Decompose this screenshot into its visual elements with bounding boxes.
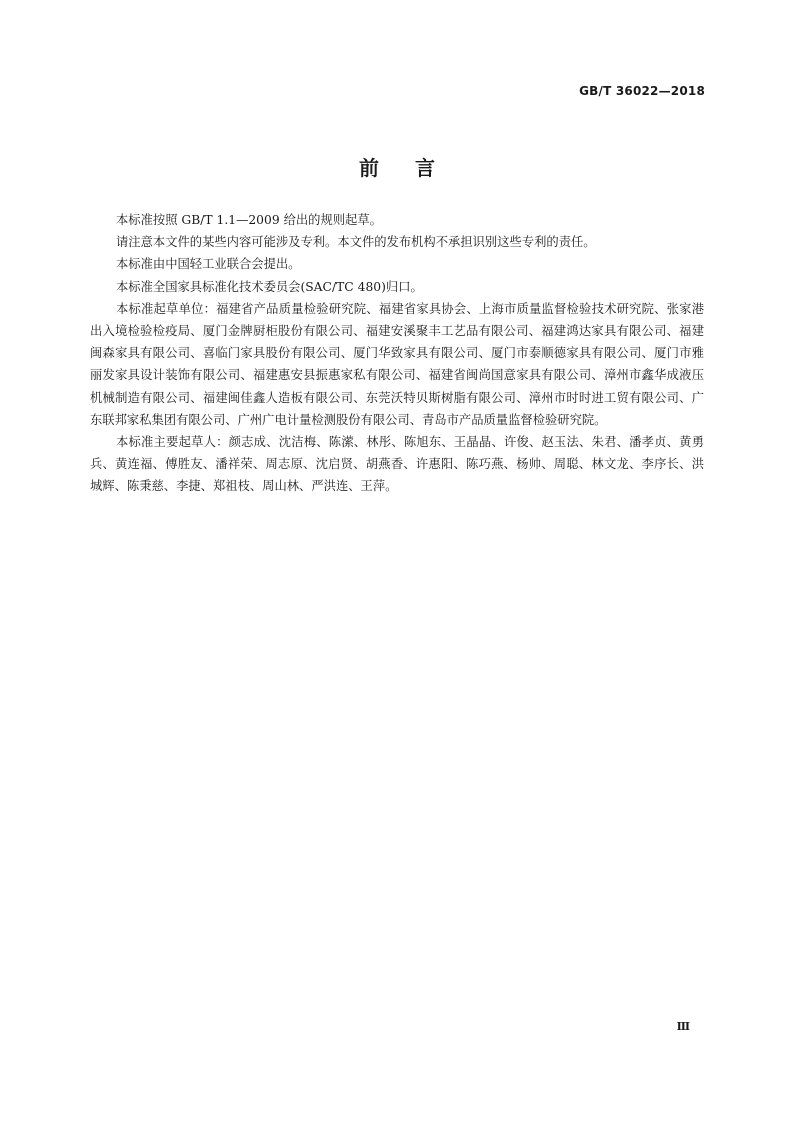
page-title: 前言 [359,156,471,180]
paragraph-patent-notice: 请注意本文件的某些内容可能涉及专利。本文件的发布机构不承担识别这些专利的责任。 [116,235,596,250]
standard-code: GB/T 36022—2018 [579,84,705,98]
page-number: Ⅲ [676,1020,690,1033]
paragraph-proposer: 本标准由中国轻工业联合会提出。 [116,257,301,272]
preface-body [90,209,704,498]
paragraph-main-drafters: 本标准主要起草人：颜志成、沈洁梅、陈潆、林彤、陈旭东、王晶晶、许俊、赵玉法、朱君、潘孝贞、黄勇兵、黄连福、傅胜友、潘祥荣、周志原、沈启贤、胡燕香、许惠阳、陈巧燕、杨帅、周聪、林文龙、李序长、洪城辉、陈秉慈、李捷、郑祖枝、周山林、严洪连、王萍。 [90,435,704,494]
paragraph-drafting-units: 本标准起草单位：福建省产品质量检验研究院、福建省家具协会、上海市质量监督检验技术研究院、张家港出入境检验检疫局、厦门金牌厨柜股份有限公司、福建安溪聚丰工艺品有限公司、福建鸿达家具有限公司、福建闽森家具有限公司、喜临门家具股份有限公司、厦门华致家具有限公司、厦门市泰顺德家具有限公司、厦门市雅丽发家具设计装饰有限公司、福建惠安县振惠家私有限公司、福建省闽尚国意家具有限公司、漳州市鑫华成液压机械制造有限公司、福建闽佳鑫人造板有限公司、东莞沃特贝斯树脂有限公司、漳州市时时进工贸有限公司、广东联邦家私集团有限公司、广州广电计量检测股份有限公司、青岛市产品质量监督检验研究院。 [90,301,704,427]
paragraph-technical-committee: 本标准全国家具标准化技术委员会(SAC/TC 480)归口。 [116,279,423,294]
paragraph-drafting-rules: 本标准按照 GB/T 1.1—2009 给出的规则起草。 [116,213,382,227]
